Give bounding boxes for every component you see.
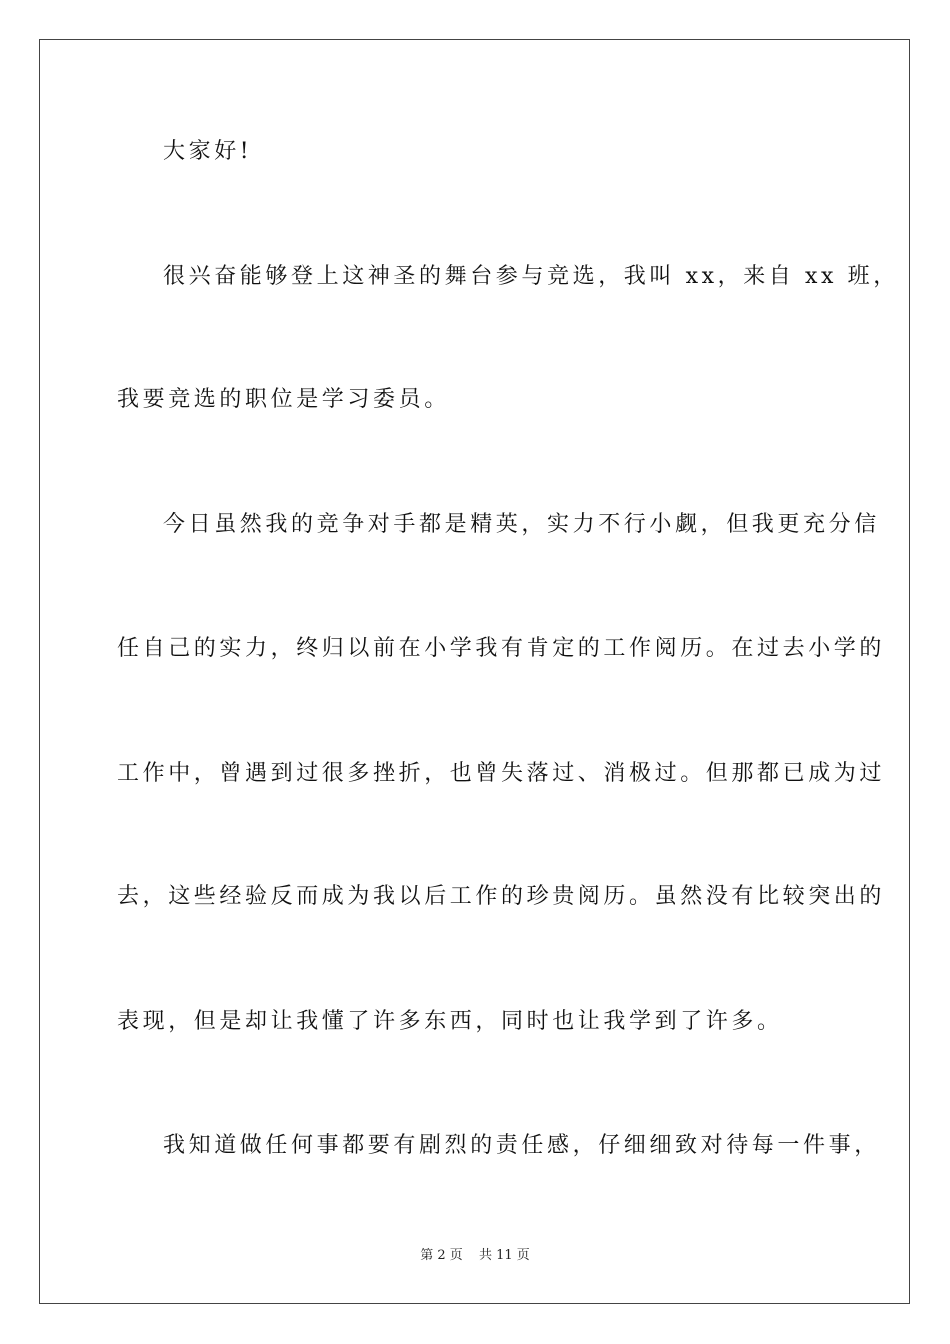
- paragraph-line: 今日虽然我的竞争对手都是精英，实力不行小觑，但我更充分信: [163, 512, 880, 537]
- paragraph-line: 表现，但是却让我懂了许多东西，同时也让我学到了许多。: [117, 1009, 783, 1034]
- paragraph-line: 我要竞选的职位是学习委员。: [117, 387, 450, 412]
- page-number: 第 2 页: [420, 1248, 463, 1263]
- paragraph-line: 我知道做任何事都要有剧烈的责任感，仔细细致对待每一件事，: [163, 1133, 880, 1158]
- paragraph-line: 任自己的实力，终归以前在小学我有肯定的工作阅历。在过去小学的: [117, 636, 886, 661]
- paragraph-line: 很兴奋能够登上这神圣的舞台参与竞选，我叫 xx，来自 xx 班，: [163, 264, 899, 289]
- greeting-line: 大家好!: [163, 139, 253, 164]
- paragraph-line: 去，这些经验反而成为我以后工作的珍贵阅历。虽然没有比较突出的: [117, 884, 886, 909]
- page-total: 共 11 页: [478, 1248, 530, 1263]
- page-footer: [0, 1247, 950, 1265]
- paragraph-line: 工作中，曾遇到过很多挫折，也曾失落过、消极过。但那都已成为过: [117, 761, 886, 786]
- page-border: [39, 39, 910, 1304]
